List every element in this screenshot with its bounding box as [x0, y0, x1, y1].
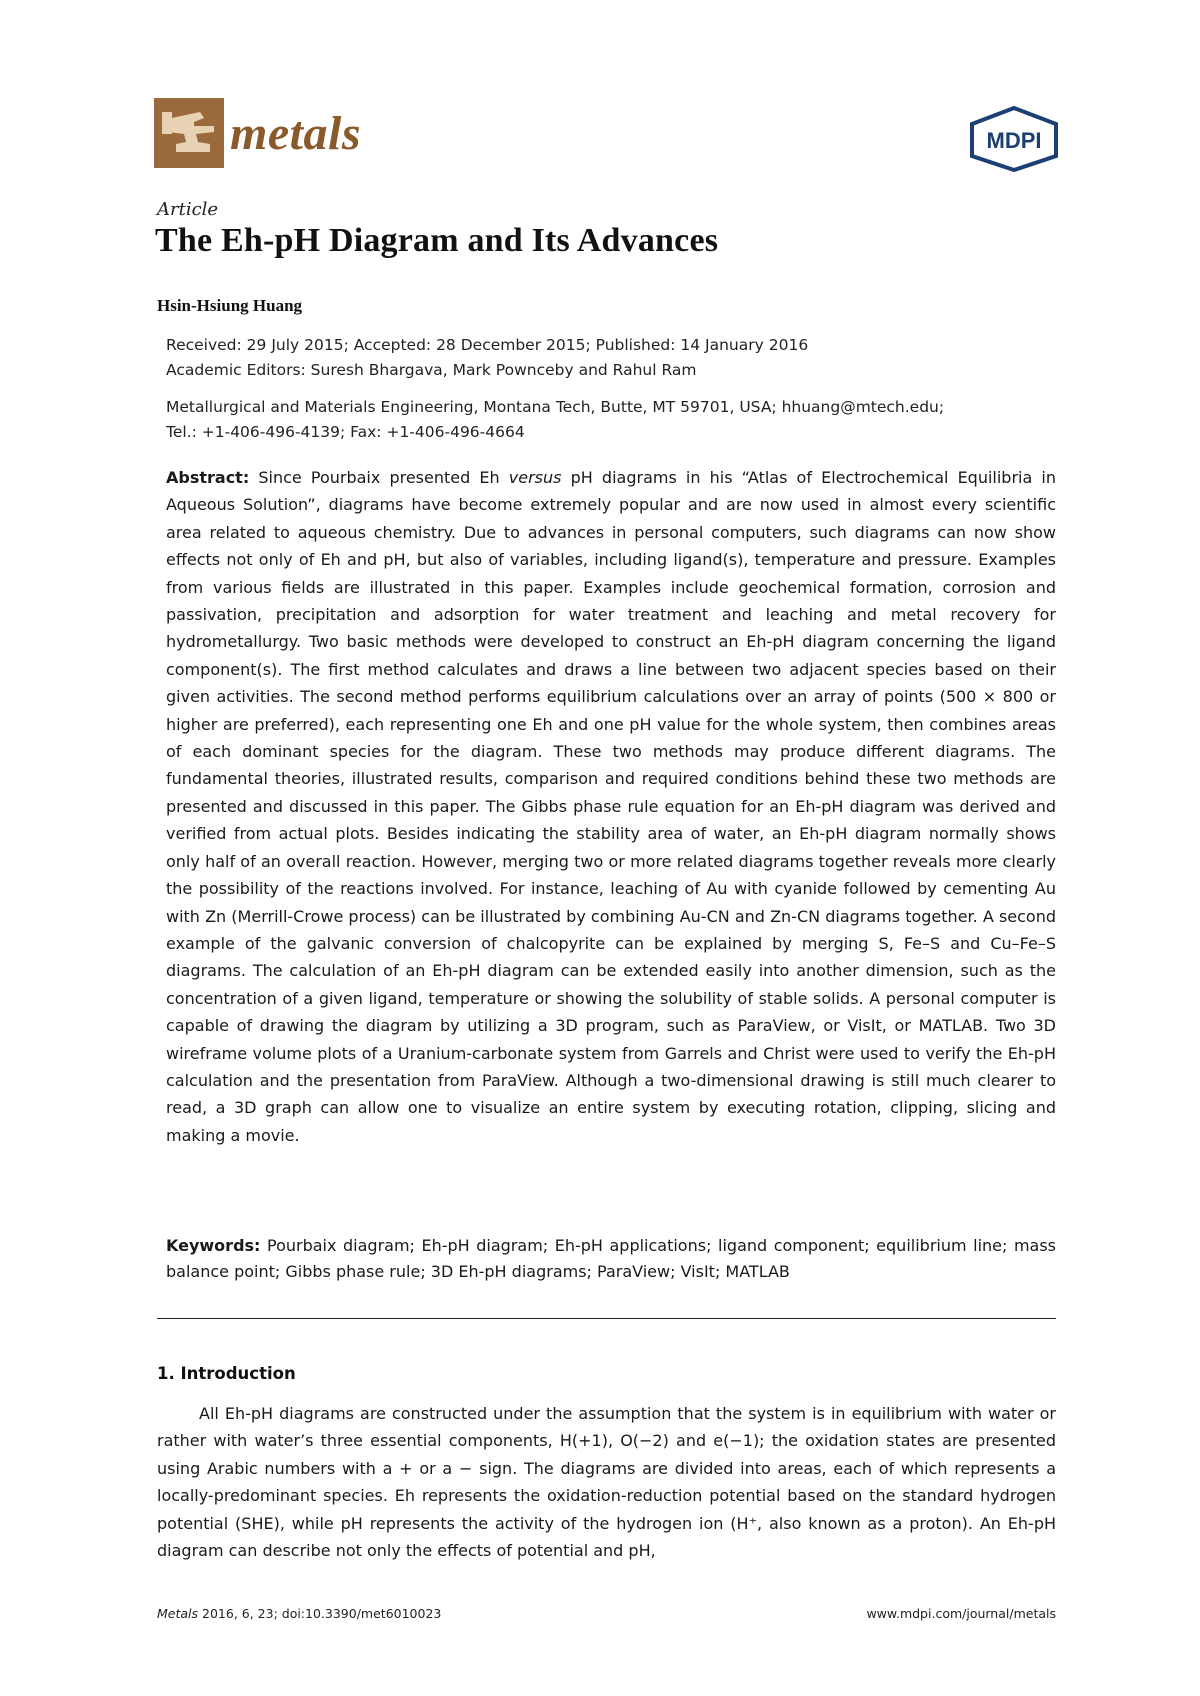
paper-title: The Eh-pH Diagram and Its Advances	[155, 222, 719, 259]
article-type: Article	[157, 199, 219, 220]
section-heading: 1. Introduction	[157, 1364, 296, 1383]
abstract-text-1: Since Pourbaix presented Eh	[249, 468, 509, 487]
mdpi-logo-text: MDPI	[986, 128, 1042, 153]
abstract-text-2: pH diagrams in his “Atlas of Electrochemical Equilibria in Aqueous Solution”, diagrams have become extremely popular and are now used in almost every scientific area related to aqueous chemistry. Due to advances in personal computers, such diagrams can now show effects not only of Eh and pH, but also of variables, including ligand(s), temperature and pressure. Examples from various fields are illustrated in this paper. Examples include geochemical formation, corrosion and passivation, precipitation and adsorption for water treatment and leaching and metal recovery for hydrometallurgy. Two basic methods were developed to construct an Eh-pH diagram concerning the ligand component(s). The first method calculates and draws a line between two adjacent species based on their given activities. The second method performs equilibrium calculations over an array of points (500 × 800 or higher are preferred), each representing one Eh and one pH value for the whole system, then combines areas of each dominant species for the diagram. These two methods may produce different diagrams. The fundamental theories, illustrated results, comparison and required conditions behind these two methods are presented and discussed in this paper. The Gibbs phase rule equation for an Eh-pH diagram was derived and verified from actual plots. Besides indicating the stability area of water, an Eh-pH diagram normally shows only half of an overall reaction. However, merging two or more related diagrams together reveals more clearly the possibility of the reactions involved. For instance, leaching of Au with cyanide followed by cementing Au with Zn (Merrill-Crowe process) can be illustrated by combining Au-CN and Zn-CN diagrams together. A second example of the galvanic conversion of chalcopyrite can be explained by merging S, Fe–S and Cu–Fe–S diagrams. The calculation of an Eh-pH diagram can be extended easily into another dimension, such as the concentration of a given ligand, temperature or showing the solubility of stable solids. A personal computer is capable of drawing the diagram by utilizing a 3D program, such as ParaView, or VisIt, or MATLAB. Two 3D wireframe volume plots of a Uranium-carbonate system from Garrels and Christ were used to verify the Eh-pH calculation and the presentation from ParaView. Although a two-dimensional drawing is still much clearer to read, a 3D graph can allow one to visualize an entire system by executing rotation, clipping, slicing and making a movie.	[166, 468, 1056, 1145]
anvil-icon	[154, 98, 224, 168]
keywords-text: Pourbaix diagram; Eh-pH diagram; Eh-pH applications; ligand component; equilibrium line; mass balance point; Gibbs phase rule; 3D Eh-pH diagrams; ParaView; VisIt; MATLAB	[166, 1236, 1056, 1281]
introduction-paragraph: All Eh-pH diagrams are constructed under the assumption that the system is in equilibrium with water or rather with water’s three essential components, H(+1), O(−2) and e(−1); the oxidation states are presented using Arabic numbers with a + or a − sign. The diagrams are divided into areas, each of which represents a locally-predominant species. Eh represents the oxidation-reduction potential based on the standard hydrogen potential (SHE), while pH represents the activity of the hydrogen ion (H⁺, also known as a proton). An Eh-pH diagram can describe not only the effects of potential and pH,	[157, 1404, 1056, 1561]
mdpi-logo-icon	[968, 106, 1060, 172]
footer-url[interactable]: www.mdpi.com/journal/metals	[866, 1606, 1056, 1621]
abstract-label: Abstract:	[166, 468, 250, 487]
footer-citation-text: 2016, 6, 23; doi:10.3390/met6010023	[198, 1606, 442, 1621]
contact-info: Tel.: +1-406-496-4139; Fax: +1-406-496-4664	[166, 423, 525, 441]
journal-logo	[154, 98, 361, 168]
publication-dates: Received: 29 July 2015; Accepted: 28 December 2015; Published: 14 January 2016	[166, 336, 809, 354]
footer-journal: Metals	[157, 1606, 199, 1621]
footer-citation	[157, 1606, 441, 1621]
affiliation: Metallurgical and Materials Engineering, Montana Tech, Butte, MT 59701, USA; hhuang@mtech.edu;	[166, 398, 945, 416]
academic-editors: Academic Editors: Suresh Bhargava, Mark Pownceby and Rahul Ram	[166, 361, 697, 379]
keywords	[166, 1233, 1056, 1285]
abstract-italic: versus	[508, 468, 562, 487]
author-name: Hsin-Hsiung Huang	[157, 296, 303, 315]
section-divider	[157, 1318, 1056, 1319]
keywords-label: Keywords:	[166, 1236, 261, 1255]
abstract	[166, 464, 1056, 1149]
journal-logo-text: metals	[230, 106, 361, 160]
